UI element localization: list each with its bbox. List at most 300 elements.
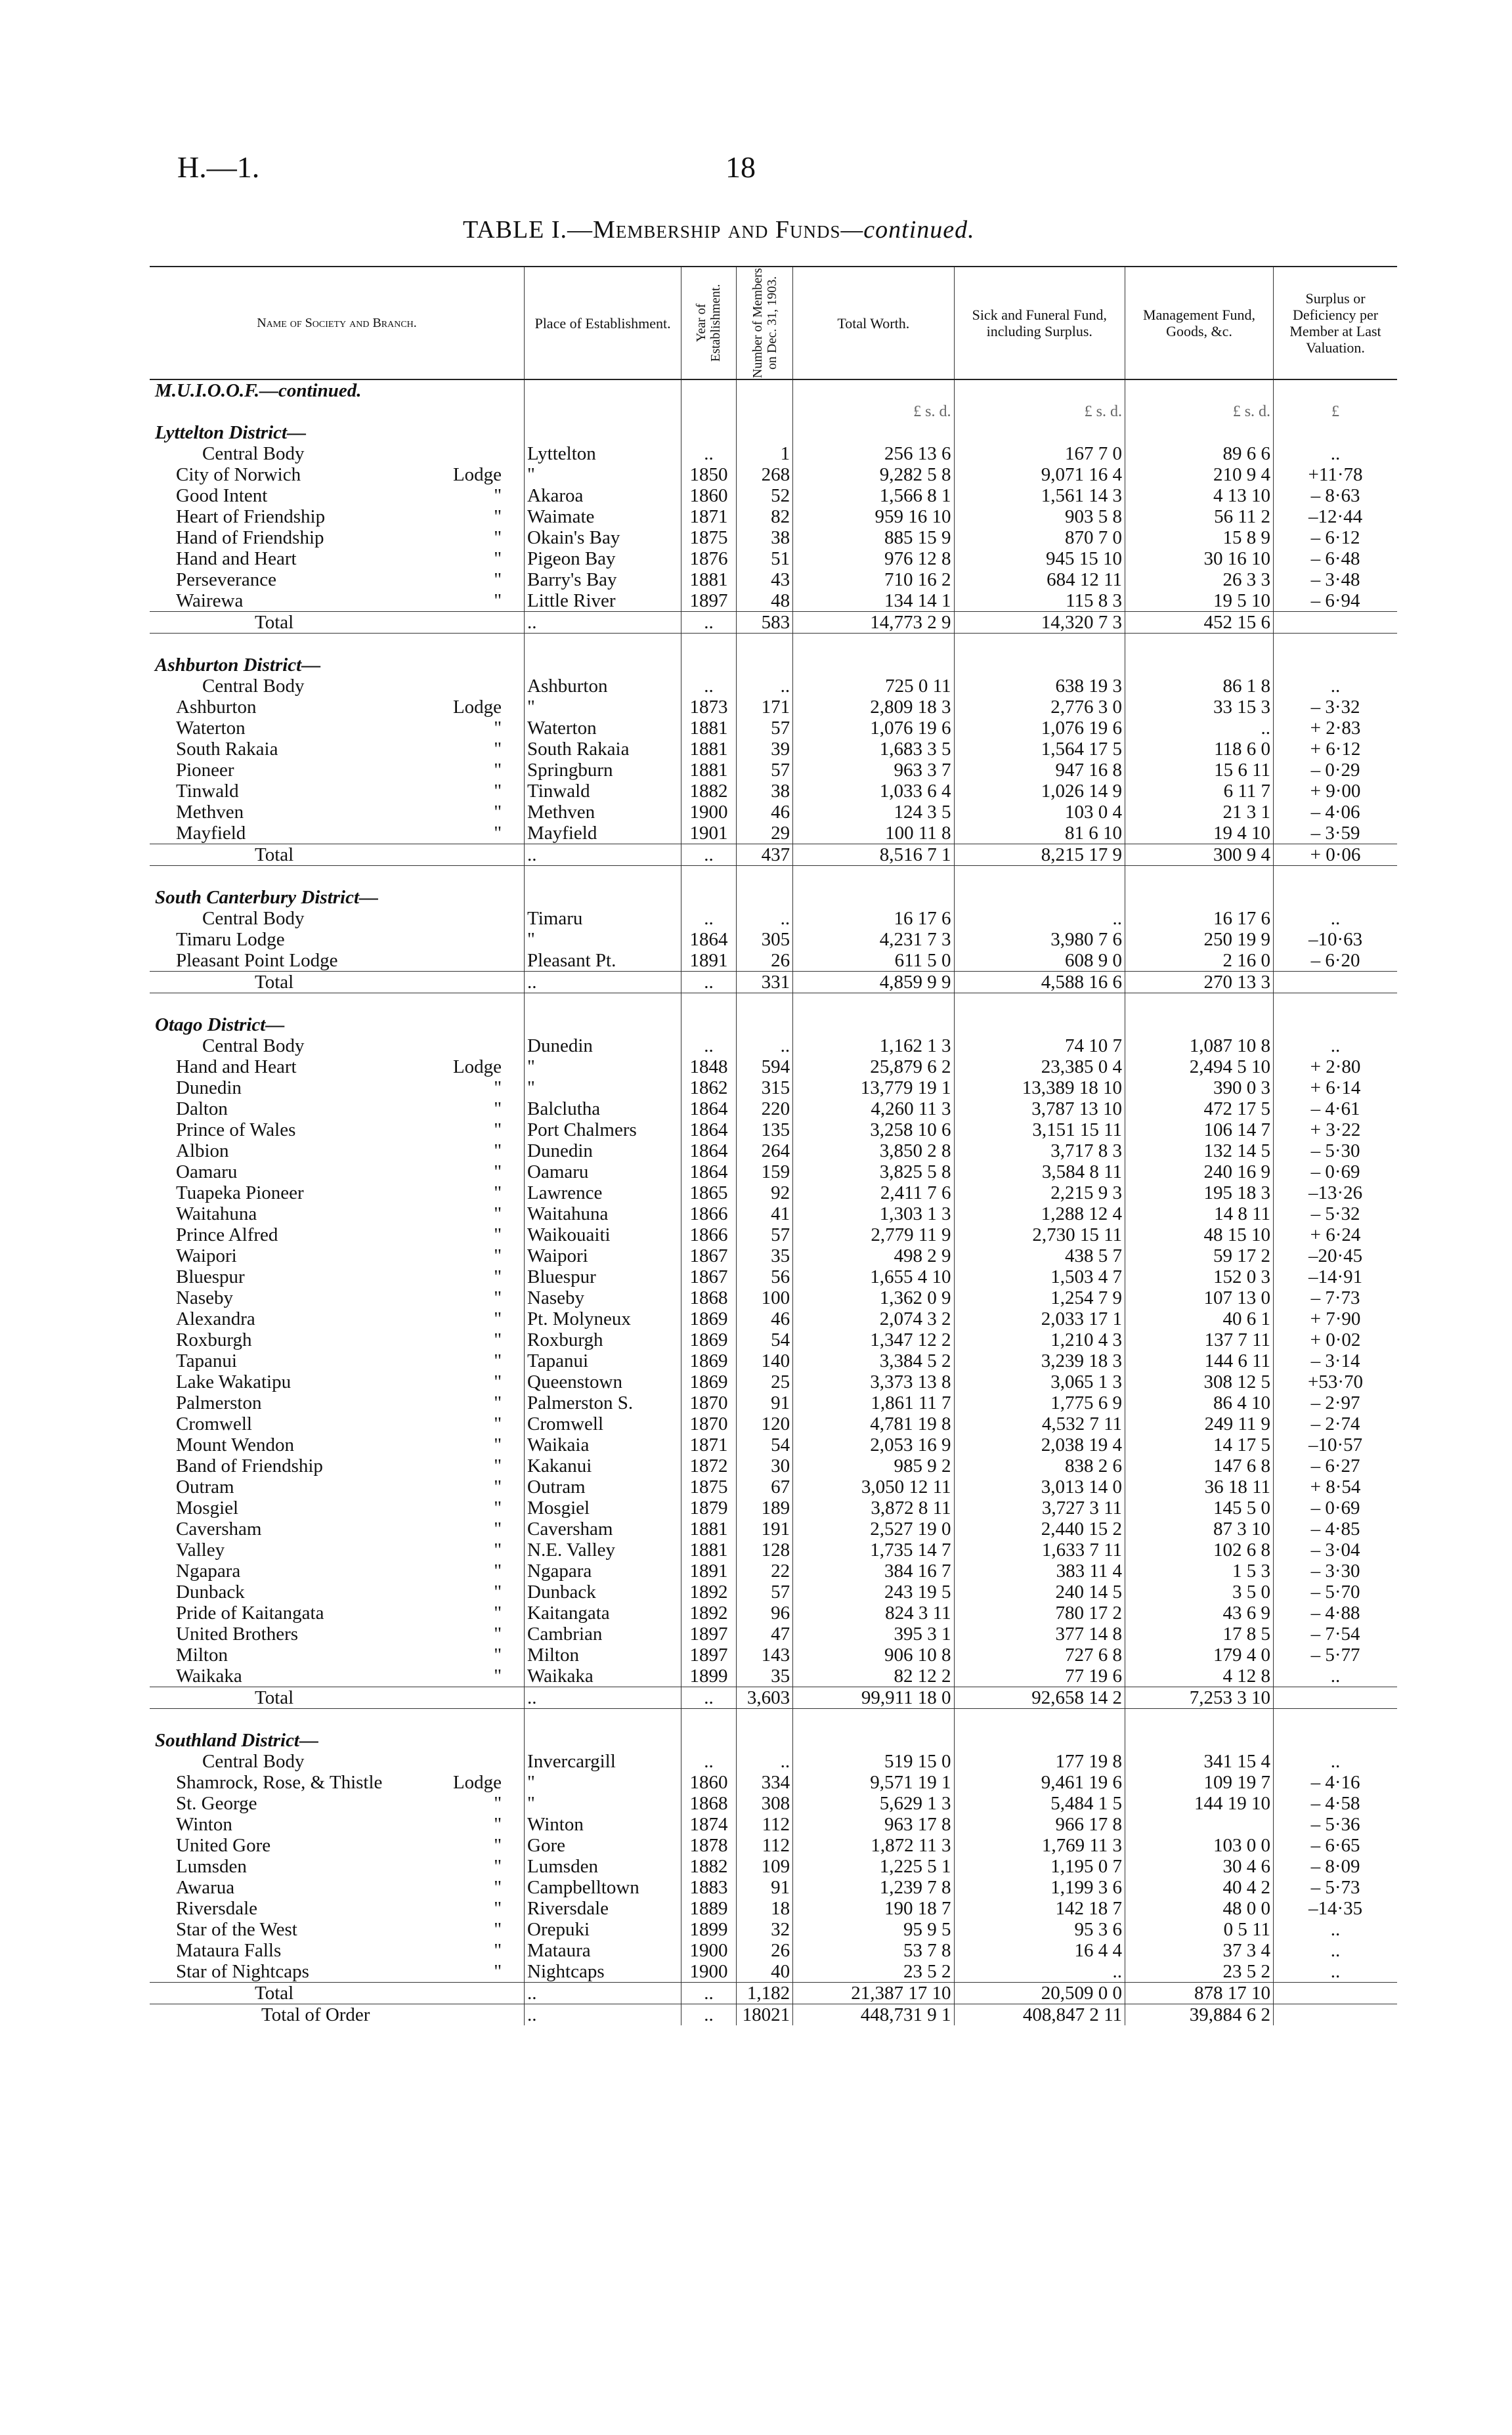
cell-sick: 240 14 5 bbox=[954, 1582, 1125, 1603]
cell-mgmt: 43 6 9 bbox=[1125, 1603, 1274, 1624]
cell-surplus bbox=[1274, 612, 1397, 634]
cell-worth: 963 17 8 bbox=[793, 1814, 954, 1835]
cell-name: Oamaru " bbox=[150, 1161, 525, 1182]
cell-mgmt: 21 3 1 bbox=[1125, 802, 1274, 823]
cell-name: Naseby " bbox=[150, 1287, 525, 1308]
cell-surplus: + 7·90 bbox=[1274, 1308, 1397, 1329]
cell-style: " bbox=[494, 1098, 502, 1119]
cell-name: Central Body bbox=[202, 1035, 305, 1056]
cell-sick: 377 14 8 bbox=[954, 1624, 1125, 1645]
cell-surplus bbox=[1274, 422, 1397, 443]
cell-worth: 3,050 12 11 bbox=[793, 1476, 954, 1498]
cell-year: 1892 bbox=[681, 1582, 737, 1603]
cell-members: 100 bbox=[736, 1287, 792, 1308]
cell-sick: 81 6 10 bbox=[954, 823, 1125, 844]
cell-place: " bbox=[525, 1056, 681, 1077]
cell-name: Prince of Wales " bbox=[150, 1119, 525, 1140]
cell-place: Mayfield bbox=[525, 823, 681, 844]
cell-members: 51 bbox=[736, 548, 792, 569]
cell-name: Band of Friendship " bbox=[150, 1455, 525, 1476]
cell-members: 264 bbox=[736, 1140, 792, 1161]
cell-style: " bbox=[494, 1182, 502, 1203]
cell-surplus: – 5·70 bbox=[1274, 1582, 1397, 1603]
cell-surplus: .. bbox=[1274, 1751, 1397, 1772]
cell-year: 1872 bbox=[681, 1455, 737, 1476]
cell-year: .. bbox=[681, 972, 737, 993]
cell-style: " bbox=[494, 1455, 502, 1476]
cell-name: Star of the West " bbox=[150, 1919, 525, 1940]
cell-mgmt: 30 4 6 bbox=[1125, 1856, 1274, 1877]
cell-surplus: – 7·73 bbox=[1274, 1287, 1397, 1308]
cell-style: " bbox=[494, 1350, 502, 1371]
cell-year bbox=[681, 634, 737, 655]
cell-mgmt: 249 11 9 bbox=[1125, 1413, 1274, 1434]
cell-sick: 408,847 2 11 bbox=[954, 2004, 1125, 2026]
cell-style: " bbox=[494, 1266, 502, 1287]
cell-surplus: + 0·02 bbox=[1274, 1329, 1397, 1350]
cell-members: 334 bbox=[736, 1772, 792, 1793]
cell-year bbox=[681, 655, 737, 676]
cell-sick: .. bbox=[954, 1961, 1125, 1983]
cell-surplus bbox=[1274, 972, 1397, 993]
cell-surplus: + 8·54 bbox=[1274, 1476, 1397, 1498]
spacer-row bbox=[150, 993, 1397, 1015]
cell-members: 92 bbox=[736, 1182, 792, 1203]
cell-year: .. bbox=[681, 443, 737, 464]
cell-members: 46 bbox=[736, 1308, 792, 1329]
cell-name: Alexandra " bbox=[150, 1308, 525, 1329]
branch-row bbox=[150, 718, 1397, 739]
cell-sick bbox=[954, 379, 1125, 401]
cell-worth: 3,373 13 8 bbox=[793, 1371, 954, 1392]
cell-name: Hand of Friendship " bbox=[150, 527, 525, 548]
cell-mgmt: 4 12 8 bbox=[1125, 1666, 1274, 1687]
branch-row bbox=[150, 1919, 1397, 1940]
cell-worth bbox=[793, 422, 954, 443]
cell-sick: 1,195 0 7 bbox=[954, 1856, 1125, 1877]
cell-style: " bbox=[494, 548, 502, 569]
cell-members: 52 bbox=[736, 485, 792, 506]
cell-name bbox=[150, 634, 525, 655]
cell-mgmt: 0 5 11 bbox=[1125, 1919, 1274, 1940]
cell-sick: 3,980 7 6 bbox=[954, 929, 1125, 950]
cell-place: Cambrian bbox=[525, 1624, 681, 1645]
cell-year: 1901 bbox=[681, 823, 737, 844]
cell-name: Total bbox=[150, 1983, 525, 2004]
cell-sick: 2,038 19 4 bbox=[954, 1434, 1125, 1455]
cell-style: " bbox=[494, 1961, 502, 1982]
cell-worth: 4,859 9 9 bbox=[793, 972, 954, 993]
cell-name bbox=[150, 1709, 525, 1731]
cell-name: Waipori " bbox=[150, 1245, 525, 1266]
cell-worth: 4,231 7 3 bbox=[793, 929, 954, 950]
cell-name: Pride of Kaitangata " bbox=[150, 1603, 525, 1624]
cell-place: N.E. Valley bbox=[525, 1540, 681, 1561]
cell-style: " bbox=[494, 1371, 502, 1392]
cell-sick: 142 18 7 bbox=[954, 1898, 1125, 1919]
cell-surplus: .. bbox=[1274, 1919, 1397, 1940]
cell-year: 1881 bbox=[681, 760, 737, 781]
branch-row bbox=[150, 1077, 1397, 1098]
cell-sick: 780 17 2 bbox=[954, 1603, 1125, 1624]
society-heading bbox=[150, 379, 1397, 401]
cell-members: 91 bbox=[736, 1877, 792, 1898]
cell-sick: 103 0 4 bbox=[954, 802, 1125, 823]
cell-sick: 3,013 14 0 bbox=[954, 1476, 1125, 1498]
cell-worth: 725 0 11 bbox=[793, 676, 954, 697]
branch-row bbox=[150, 1856, 1397, 1877]
membership-funds-table bbox=[150, 266, 1397, 2025]
cell-surplus bbox=[1274, 993, 1397, 1015]
branch-row bbox=[150, 1140, 1397, 1161]
cell-year: 1891 bbox=[681, 950, 737, 972]
cell-mgmt: 4 13 10 bbox=[1125, 485, 1274, 506]
cell-members: 191 bbox=[736, 1519, 792, 1540]
cell-year bbox=[681, 1014, 737, 1035]
cell-year: 1864 bbox=[681, 929, 737, 950]
branch-row bbox=[150, 823, 1397, 844]
cell-mgmt: 15 8 9 bbox=[1125, 527, 1274, 548]
cell-place bbox=[525, 379, 681, 401]
cell-members bbox=[736, 1014, 792, 1035]
branch-row bbox=[150, 1434, 1397, 1455]
branch-row bbox=[150, 1245, 1397, 1266]
branch-row bbox=[150, 1182, 1397, 1203]
cell-sick bbox=[954, 1014, 1125, 1035]
cell-name: South Canterbury District— bbox=[155, 887, 379, 908]
cell-worth: 190 18 7 bbox=[793, 1898, 954, 1919]
cell-mgmt: 33 15 3 bbox=[1125, 697, 1274, 718]
branch-row bbox=[150, 1751, 1397, 1772]
cell-worth: 1,861 11 7 bbox=[793, 1392, 954, 1413]
cell-mgmt bbox=[1125, 1730, 1274, 1751]
cell-place: Kakanui bbox=[525, 1455, 681, 1476]
cell-place: Pleasant Pt. bbox=[525, 950, 681, 972]
cell-mgmt: 19 5 10 bbox=[1125, 590, 1274, 612]
cell-place: Invercargill bbox=[525, 1751, 681, 1772]
cell-mgmt: 144 6 11 bbox=[1125, 1350, 1274, 1371]
cell-name: Bluespur " bbox=[150, 1266, 525, 1287]
cell-worth: 1,566 8 1 bbox=[793, 485, 954, 506]
cell-members: 1 bbox=[736, 443, 792, 464]
cell-surplus: – 5·77 bbox=[1274, 1645, 1397, 1666]
cell-year: 1878 bbox=[681, 1835, 737, 1856]
cell-style: " bbox=[494, 590, 502, 611]
cell-worth: 1,735 14 7 bbox=[793, 1540, 954, 1561]
cell-members bbox=[736, 401, 792, 422]
cell-name: Central Body bbox=[202, 443, 305, 464]
cell-worth: 519 15 0 bbox=[793, 1751, 954, 1772]
cell-year: .. bbox=[681, 2004, 737, 2026]
cell-surplus: – 6·12 bbox=[1274, 527, 1397, 548]
cell-mgmt: 103 0 0 bbox=[1125, 1835, 1274, 1856]
cell-mgmt: 2 16 0 bbox=[1125, 950, 1274, 972]
cell-name bbox=[150, 401, 525, 422]
cell-members: 26 bbox=[736, 1940, 792, 1961]
branch-row bbox=[150, 1961, 1397, 1983]
cell-style: Lodge bbox=[452, 464, 502, 485]
cell-year bbox=[681, 993, 737, 1015]
cell-worth: 3,872 8 11 bbox=[793, 1498, 954, 1519]
branch-row bbox=[150, 1035, 1397, 1056]
branch-row bbox=[150, 1287, 1397, 1308]
cell-worth: 985 9 2 bbox=[793, 1455, 954, 1476]
cell-place: Ashburton bbox=[525, 676, 681, 697]
cell-worth: 3,384 5 2 bbox=[793, 1350, 954, 1371]
cell-place: .. bbox=[525, 612, 681, 634]
district-total-row bbox=[150, 612, 1397, 634]
cell-surplus: –20·45 bbox=[1274, 1245, 1397, 1266]
branch-row bbox=[150, 1455, 1397, 1476]
cell-mgmt: 7,253 3 10 bbox=[1125, 1687, 1274, 1709]
cell-surplus: + 0·06 bbox=[1274, 844, 1397, 866]
cell-name: Southland District— bbox=[155, 1730, 318, 1751]
cell-place: Waikouaiti bbox=[525, 1224, 681, 1245]
cell-mgmt: 3 5 0 bbox=[1125, 1582, 1274, 1603]
cell-members: 47 bbox=[736, 1624, 792, 1645]
branch-row bbox=[150, 1413, 1397, 1434]
cell-place: Milton bbox=[525, 1645, 681, 1666]
cell-name: Hand and Heart Lodge bbox=[150, 1056, 525, 1077]
cell-name: Winton " bbox=[150, 1814, 525, 1835]
cell-surplus: .. bbox=[1274, 676, 1397, 697]
cell-mgmt: 39,884 6 2 bbox=[1125, 2004, 1274, 2026]
cell-year: 1860 bbox=[681, 1772, 737, 1793]
cell-sick: 177 19 8 bbox=[954, 1751, 1125, 1772]
cell-place: Gore bbox=[525, 1835, 681, 1856]
cell-place: .. bbox=[525, 1983, 681, 2004]
cell-surplus: + 6·12 bbox=[1274, 739, 1397, 760]
cell-surplus: – 2·74 bbox=[1274, 1413, 1397, 1434]
cell-style: " bbox=[494, 1898, 502, 1919]
cell-mgmt: 144 19 10 bbox=[1125, 1793, 1274, 1814]
spacer-row bbox=[150, 634, 1397, 655]
cell-members: 48 bbox=[736, 590, 792, 612]
cell-place: " bbox=[525, 1793, 681, 1814]
branch-row bbox=[150, 1203, 1397, 1224]
cell-name bbox=[150, 866, 525, 888]
cell-year: 1865 bbox=[681, 1182, 737, 1203]
cell-members bbox=[736, 993, 792, 1015]
cell-surplus: – 3·04 bbox=[1274, 1540, 1397, 1561]
cell-name: Central Body bbox=[202, 1751, 305, 1772]
cell-surplus: .. bbox=[1274, 1940, 1397, 1961]
cell-place: Caversham bbox=[525, 1519, 681, 1540]
cell-worth: 14,773 2 9 bbox=[793, 612, 954, 634]
cell-mgmt bbox=[1125, 1014, 1274, 1035]
cell-sick: 16 4 4 bbox=[954, 1940, 1125, 1961]
title-tail: —continued. bbox=[840, 216, 975, 244]
cell-name: Mayfield " bbox=[150, 823, 525, 844]
cell-year: 1882 bbox=[681, 1856, 737, 1877]
cell-place: South Rakaia bbox=[525, 739, 681, 760]
cell-place bbox=[525, 1730, 681, 1751]
branch-row bbox=[150, 1793, 1397, 1814]
cell-year: 1881 bbox=[681, 569, 737, 590]
cell-surplus: .. bbox=[1274, 908, 1397, 929]
cell-members: 143 bbox=[736, 1645, 792, 1666]
cell-surplus: +11·78 bbox=[1274, 464, 1397, 485]
cell-members bbox=[736, 634, 792, 655]
cell-name: Central Body bbox=[202, 676, 305, 697]
cell-name: Ashburton District— bbox=[155, 655, 321, 676]
cell-members bbox=[736, 866, 792, 888]
cell-worth: 4,781 19 8 bbox=[793, 1413, 954, 1434]
branch-row bbox=[150, 1898, 1397, 1919]
cell-year: 1900 bbox=[681, 1940, 737, 1961]
cell-sick: £ s. d. bbox=[954, 401, 1125, 422]
cell-name: Star of Nightcaps " bbox=[150, 1961, 525, 1983]
cell-place: .. bbox=[525, 972, 681, 993]
cell-place: Mataura bbox=[525, 1940, 681, 1961]
cell-members: 268 bbox=[736, 464, 792, 485]
cell-worth: 3,258 10 6 bbox=[793, 1119, 954, 1140]
cell-surplus bbox=[1274, 1687, 1397, 1709]
cell-surplus: +53·70 bbox=[1274, 1371, 1397, 1392]
cell-mgmt: 15 6 11 bbox=[1125, 760, 1274, 781]
cell-style: Lodge bbox=[452, 1056, 502, 1077]
cell-worth: 95 9 5 bbox=[793, 1919, 954, 1940]
cell-style: " bbox=[494, 1434, 502, 1455]
cell-place: Dunedin bbox=[525, 1140, 681, 1161]
cell-mgmt: 390 0 3 bbox=[1125, 1077, 1274, 1098]
cell-mgmt: 137 7 11 bbox=[1125, 1329, 1274, 1350]
cell-place: Pt. Molyneux bbox=[525, 1308, 681, 1329]
column-header-members: Number of Members on Dec. 31, 1903. bbox=[736, 267, 792, 379]
cell-name: Mataura Falls " bbox=[150, 1940, 525, 1961]
cell-name: Waterton " bbox=[150, 718, 525, 739]
cell-surplus: .. bbox=[1274, 443, 1397, 464]
cell-name: Waikaka " bbox=[150, 1666, 525, 1687]
cell-mgmt bbox=[1125, 379, 1274, 401]
cell-surplus bbox=[1274, 634, 1397, 655]
spacer-row bbox=[150, 1709, 1397, 1731]
cell-name: Mount Wendon " bbox=[150, 1434, 525, 1455]
cell-name bbox=[150, 993, 525, 1015]
branch-row bbox=[150, 1266, 1397, 1287]
cell-name: United Brothers " bbox=[150, 1624, 525, 1645]
cell-year: 1875 bbox=[681, 1476, 737, 1498]
cell-year: 1848 bbox=[681, 1056, 737, 1077]
cell-worth: 1,076 19 6 bbox=[793, 718, 954, 739]
cell-members bbox=[736, 655, 792, 676]
cell-members: 30 bbox=[736, 1455, 792, 1476]
cell-year: 1869 bbox=[681, 1329, 737, 1350]
branch-row bbox=[150, 781, 1397, 802]
cell-place: Lumsden bbox=[525, 1856, 681, 1877]
cell-place: Balclutha bbox=[525, 1098, 681, 1119]
cell-year: 1873 bbox=[681, 697, 737, 718]
cell-members: 331 bbox=[736, 972, 792, 993]
cell-surplus: – 3·32 bbox=[1274, 697, 1397, 718]
cell-style: Lodge bbox=[452, 1772, 502, 1793]
cell-surplus bbox=[1274, 1983, 1397, 2004]
table-title bbox=[463, 215, 975, 244]
cell-name: Awarua " bbox=[150, 1877, 525, 1898]
cell-place: Tapanui bbox=[525, 1350, 681, 1371]
cell-place: Kaitangata bbox=[525, 1603, 681, 1624]
cell-place: Ngapara bbox=[525, 1561, 681, 1582]
cell-members: 128 bbox=[736, 1540, 792, 1561]
cell-place bbox=[525, 887, 681, 908]
cell-sick: 74 10 7 bbox=[954, 1035, 1125, 1056]
cell-name: Dunedin " bbox=[150, 1077, 525, 1098]
cell-style: " bbox=[494, 569, 502, 590]
cell-members: 35 bbox=[736, 1666, 792, 1687]
cell-place: Port Chalmers bbox=[525, 1119, 681, 1140]
cell-name: Palmerston " bbox=[150, 1392, 525, 1413]
cell-worth: 395 3 1 bbox=[793, 1624, 954, 1645]
branch-row bbox=[150, 739, 1397, 760]
branch-row bbox=[150, 1624, 1397, 1645]
title-smallcaps: Membership and Funds bbox=[593, 216, 841, 244]
cell-sick: 2,440 15 2 bbox=[954, 1519, 1125, 1540]
cell-sick: 1,769 11 3 bbox=[954, 1835, 1125, 1856]
cell-surplus: – 0·29 bbox=[1274, 760, 1397, 781]
cell-surplus: .. bbox=[1274, 1666, 1397, 1687]
cell-members bbox=[736, 887, 792, 908]
cell-worth: 82 12 2 bbox=[793, 1666, 954, 1687]
cell-surplus: – 2·97 bbox=[1274, 1392, 1397, 1413]
cell-sick: 684 12 11 bbox=[954, 569, 1125, 590]
cell-mgmt: 132 14 5 bbox=[1125, 1140, 1274, 1161]
cell-place: Nightcaps bbox=[525, 1961, 681, 1983]
cell-mgmt: 36 18 11 bbox=[1125, 1476, 1274, 1498]
cell-sick: .. bbox=[954, 908, 1125, 929]
cell-place: Dunedin bbox=[525, 1035, 681, 1056]
cell-mgmt: 56 11 2 bbox=[1125, 506, 1274, 527]
cell-year: 1850 bbox=[681, 464, 737, 485]
branch-row bbox=[150, 950, 1397, 972]
cell-year: 1874 bbox=[681, 1814, 737, 1835]
cell-worth: 2,053 16 9 bbox=[793, 1434, 954, 1455]
cell-worth: 1,347 12 2 bbox=[793, 1329, 954, 1350]
cell-year: 1864 bbox=[681, 1098, 737, 1119]
cell-year: 1889 bbox=[681, 1898, 737, 1919]
cell-sick: 3,717 8 3 bbox=[954, 1140, 1125, 1161]
branch-row bbox=[150, 1940, 1397, 1961]
cell-members: 38 bbox=[736, 781, 792, 802]
cell-style: " bbox=[494, 1603, 502, 1624]
cell-worth: £ s. d. bbox=[793, 401, 954, 422]
cell-surplus bbox=[1274, 2004, 1397, 2026]
cell-surplus: – 3·59 bbox=[1274, 823, 1397, 844]
cell-sick: 1,561 14 3 bbox=[954, 485, 1125, 506]
cell-name: St. George " bbox=[150, 1793, 525, 1814]
cell-sick: 5,484 1 5 bbox=[954, 1793, 1125, 1814]
cell-mgmt: 40 4 2 bbox=[1125, 1877, 1274, 1898]
cell-members: 56 bbox=[736, 1266, 792, 1287]
cell-surplus bbox=[1274, 379, 1397, 401]
cell-place: Campbelltown bbox=[525, 1877, 681, 1898]
cell-mgmt: 48 15 10 bbox=[1125, 1224, 1274, 1245]
title-main: TABLE I.— bbox=[463, 216, 594, 244]
cell-sick: 1,633 7 11 bbox=[954, 1540, 1125, 1561]
cell-members: 22 bbox=[736, 1561, 792, 1582]
cell-style: " bbox=[494, 1287, 502, 1308]
cell-worth: 384 16 7 bbox=[793, 1561, 954, 1582]
branch-row bbox=[150, 1329, 1397, 1350]
cell-mgmt: 300 9 4 bbox=[1125, 844, 1274, 866]
cell-year: 1867 bbox=[681, 1245, 737, 1266]
cell-worth: 5,629 1 3 bbox=[793, 1793, 954, 1814]
cell-name: Lyttelton District— bbox=[155, 422, 307, 443]
cell-name: Pioneer " bbox=[150, 760, 525, 781]
cell-style: " bbox=[494, 1329, 502, 1350]
branch-row bbox=[150, 1476, 1397, 1498]
cell-style: " bbox=[494, 1666, 502, 1687]
cell-style: " bbox=[494, 781, 502, 802]
